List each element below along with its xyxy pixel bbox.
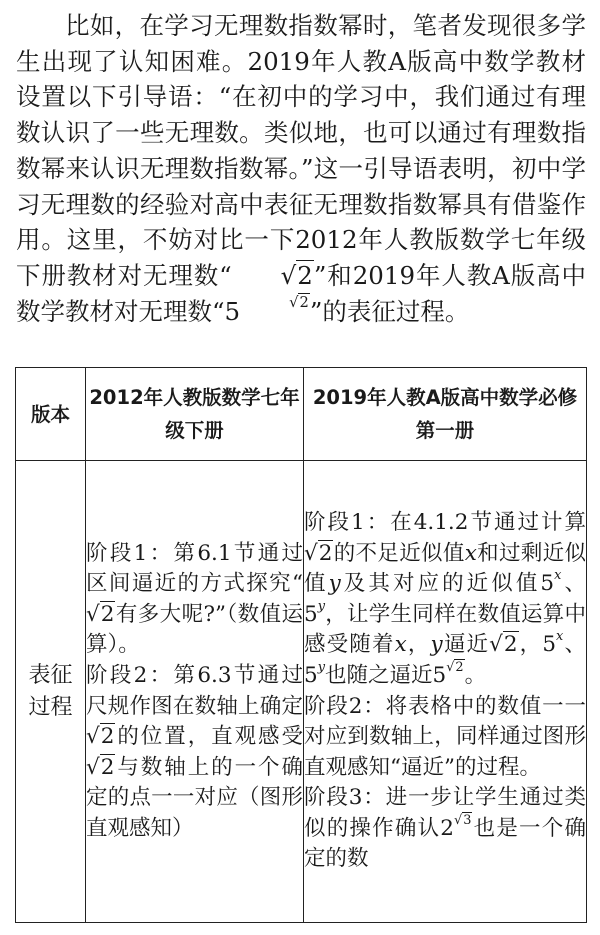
comparison-table: [15, 367, 587, 923]
paragraph-text-3: ”的表征过程。: [309, 296, 470, 326]
cell-2012-process: [86, 461, 304, 923]
body-paragraph: [16, 8, 586, 329]
sqrt-2: √2: [280, 260, 313, 290]
five-power-sqrt2: 5 $^{√2}$: [224, 294, 309, 326]
paragraph-text-1: 比如，在学习无理数指数幂时，笔者发现很多学生出现了认知困难。2019年人教A版高中数学教材设置以下引导语：“在初中的学习中，我们通过有理数认识了一些无理数。类似地，也可以通过有理数指数幂来认识无理数指数幂。”这一引导语表明，初中学习无理数的经验对高中表征无理数指数幂具有借鉴作用。这里，不妨对比一下2012年人教版数学七年级下册教材对无理数“: [16, 11, 586, 290]
stage-2-2019: 阶段2：将表格中的数值一一对应到数轴上，同样通过图形直观感知“逼近”的过程。: [304, 693, 586, 780]
row-label-representation: 表征过程: [16, 461, 86, 923]
table-row: [16, 461, 587, 923]
stage-2-2012: 阶段2：第6.3节通过尺规作图在数轴上确定√2的位置，直观感受√2与数轴上的一个确定的点一一对应（图形直观感知）: [86, 662, 303, 841]
stage-1-2019: 阶段1：在4.1.2节通过计算√2的不足近似值x和过剩近似值y及其对应的近似值5$^x$、5$^y$，让学生同样在数值运算中感受随着x，y逼近√2，5$^x$、5$^y$也随之逼近$5^{√2}$。: [304, 509, 586, 688]
table-header-row: [16, 368, 587, 461]
stage-1-2012: 阶段1：第6.1节通过区间逼近的方式探究“√2有多大呢?”（数值运算）。: [86, 540, 303, 658]
cell-2019-process: [304, 461, 587, 923]
header-2012-textbook: 2012年人教版数学七年级下册: [86, 368, 304, 461]
stage-3-2019: 阶段3：进一步让学生通过类似的操作确认$2^{√3}$也是一个确定的数: [304, 785, 586, 872]
header-version: 版本: [16, 368, 86, 461]
paragraph-text-2: ”和2019年人教A版高中数学教材对无理数“: [16, 260, 586, 326]
header-2019-textbook: 2019年人教A版高中数学必修第一册: [304, 368, 587, 461]
